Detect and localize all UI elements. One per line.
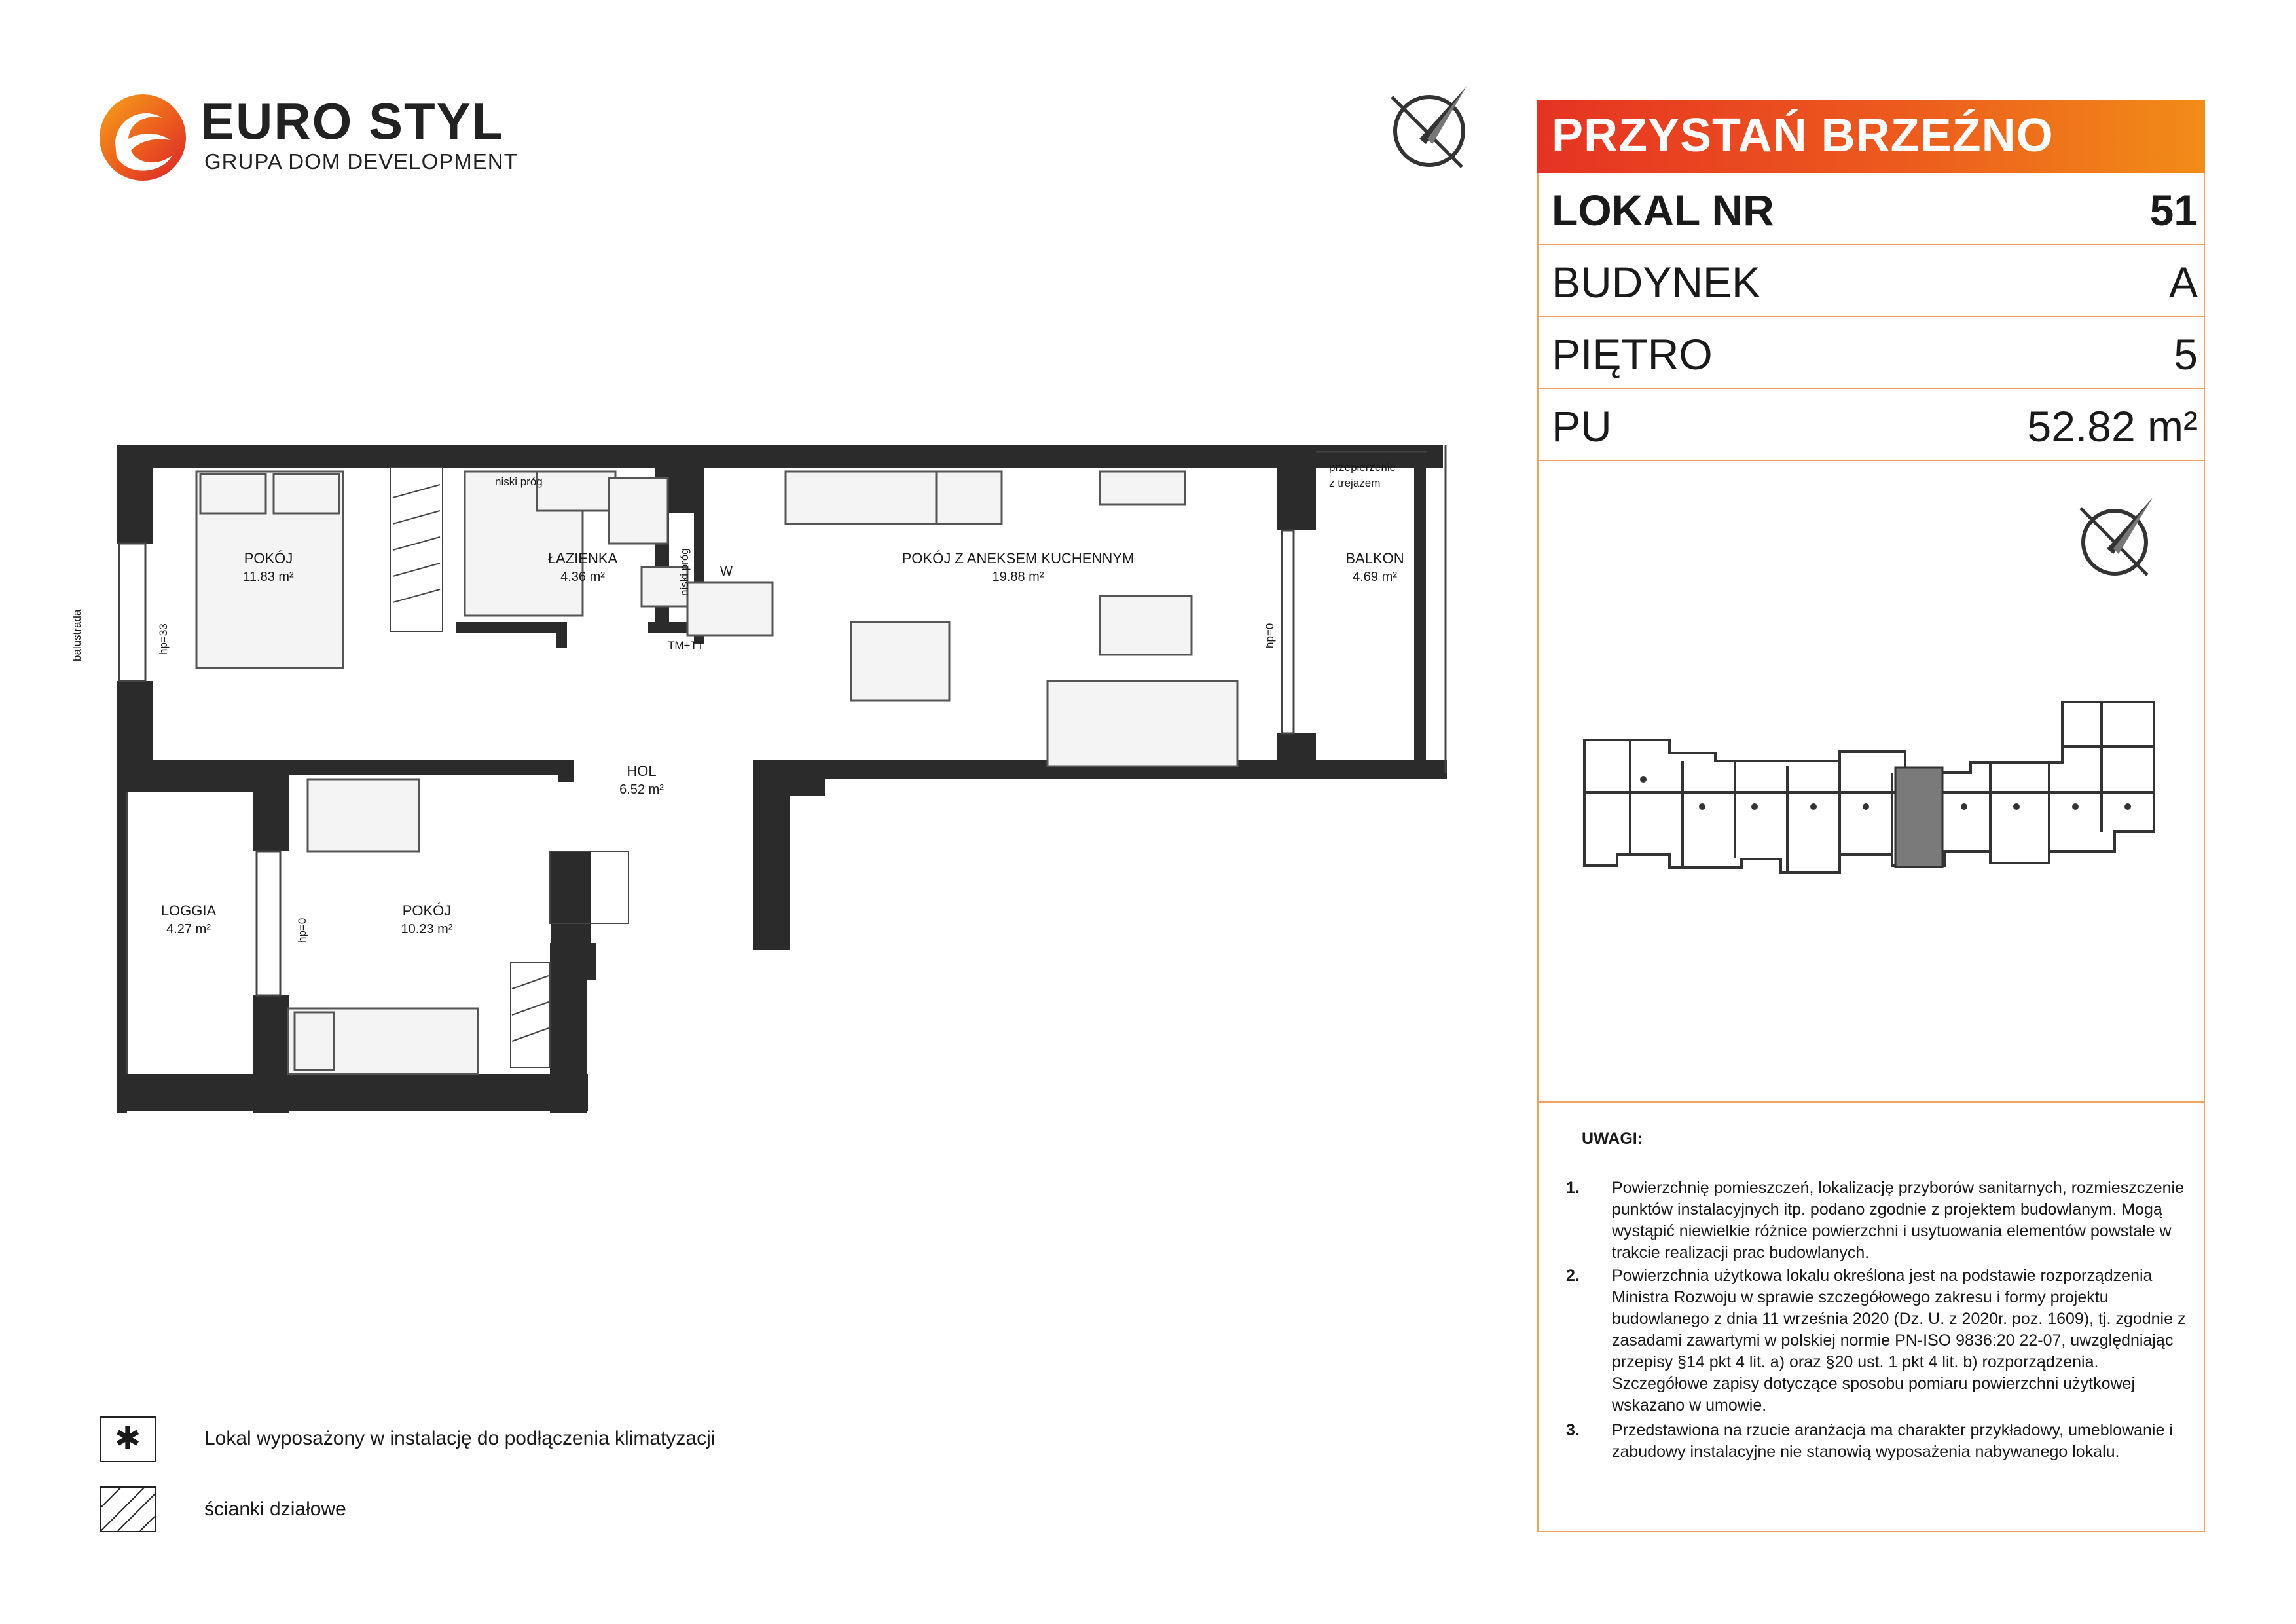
room-area: 4.36 m²: [560, 570, 605, 584]
railing-note: balustrada: [71, 609, 83, 661]
partition-note: z trejażem: [1329, 477, 1381, 489]
hatch-icon: [101, 1488, 155, 1531]
notes-title: UWAGI:: [1582, 1130, 1643, 1148]
floor-plan: [0, 0, 1506, 1179]
north-arrow-small-icon: [2068, 491, 2166, 589]
room-area: 19.88 m²: [992, 570, 1044, 584]
sill-height-note: hp=0: [296, 917, 308, 943]
lokal-value: 51: [2149, 186, 2198, 234]
room-name: POKÓJ: [402, 902, 452, 919]
pietro-value: 5: [2174, 330, 2198, 378]
note-text: Powierzchnia użytkowa lokalu określona jest na podstawie rozporządzenia Ministra Rozwoju w sprawie szczegółowego zakresu i formy projektu budowlanego z dnia 11 września 2020 (Dz. U. z 2020r. poz. 1609), tj. zgodnie z zasadami zawartymi w polskiej normie PN-ISO 9836:20 22-07, uwzględniając przepisy §14 pkt 4 lit. a) oraz §20 ust. 1 pkt 4 lit. b) rozporządzenia. Szczegółowe zapisy dotyczące sposobu pomiaru powierzchni użytkowej wskazano w umowie.: [1612, 1266, 2186, 1414]
lokal-label: LOKAL NR: [1552, 186, 1774, 234]
pietro-label: PIĘTRO: [1552, 330, 1713, 378]
note-number: 3.: [1566, 1421, 1580, 1439]
installation-label: TM+TT: [668, 639, 704, 652]
washing-machine-label: W: [720, 564, 733, 579]
ac-legend-box: [100, 1416, 156, 1462]
note-number: 1.: [1566, 1179, 1580, 1197]
room-name: BALKON: [1345, 550, 1404, 566]
pu-value: 52.82 m²: [2027, 402, 2198, 451]
ac-legend-text: Lokal wyposażony w instalację do podłączenia klimatyzacji: [204, 1428, 716, 1449]
room-area: 11.83 m²: [243, 570, 294, 584]
sill-height-note: hp=0: [1264, 623, 1276, 648]
pu-label: PU: [1552, 402, 1612, 451]
threshold-note: niski próg: [495, 475, 543, 488]
brand-tagline: GRUPA DOM DEVELOPMENT: [204, 149, 518, 174]
note-number: 2.: [1566, 1266, 1580, 1285]
sill-height-note: hp=33: [157, 623, 170, 655]
room-name: POKÓJ: [244, 550, 293, 566]
walls-legend-box: [100, 1486, 156, 1532]
note-text: Powierzchnię pomieszczeń, lokalizację przyborów sanitarnych, rozmieszczenie punktów instalacyjnych itp. podano zgodnie z projektem budowlanym. Mogą wystąpić niewielkie różnice powierzchni i usytuowania elementów powstałe w trakcie realizacji prac budowlanych.: [1612, 1179, 2184, 1262]
partition-note: przepierzenie: [1329, 461, 1396, 473]
floor-key-plan: [1565, 694, 2167, 891]
room-area: 4.27 m²: [166, 922, 211, 936]
room-name: POKÓJ Z ANEKSEM KUCHENNYM: [902, 550, 1135, 566]
room-name: ŁAZIENKA: [547, 550, 618, 566]
room-area: 4.69 m²: [1353, 570, 1397, 584]
walls-legend-text: ścianki działowe: [204, 1498, 346, 1520]
room-area: 6.52 m²: [619, 783, 664, 797]
asterisk-icon: ✱: [114, 1422, 141, 1456]
threshold-note: niski próg: [678, 548, 691, 596]
room-name: HOL: [627, 763, 657, 779]
notes-divider: [1537, 1101, 2205, 1103]
project-title: PRZYSTAŃ BRZEŹNO: [1552, 109, 2054, 162]
budynek-label: BUDYNEK: [1552, 258, 1761, 306]
brand-name: EURO STYL: [200, 92, 505, 150]
room-area: 10.23 m²: [401, 922, 453, 936]
budynek-value: A: [2168, 258, 2198, 306]
room-name: LOGGIA: [160, 902, 217, 919]
note-text: Przedstawiona na rzucie aranżacja ma charakter przykładowy, umeblowanie i zabudowy instalacyjne nie stanowią wyposażenia nabywanego lokalu.: [1612, 1421, 2173, 1461]
